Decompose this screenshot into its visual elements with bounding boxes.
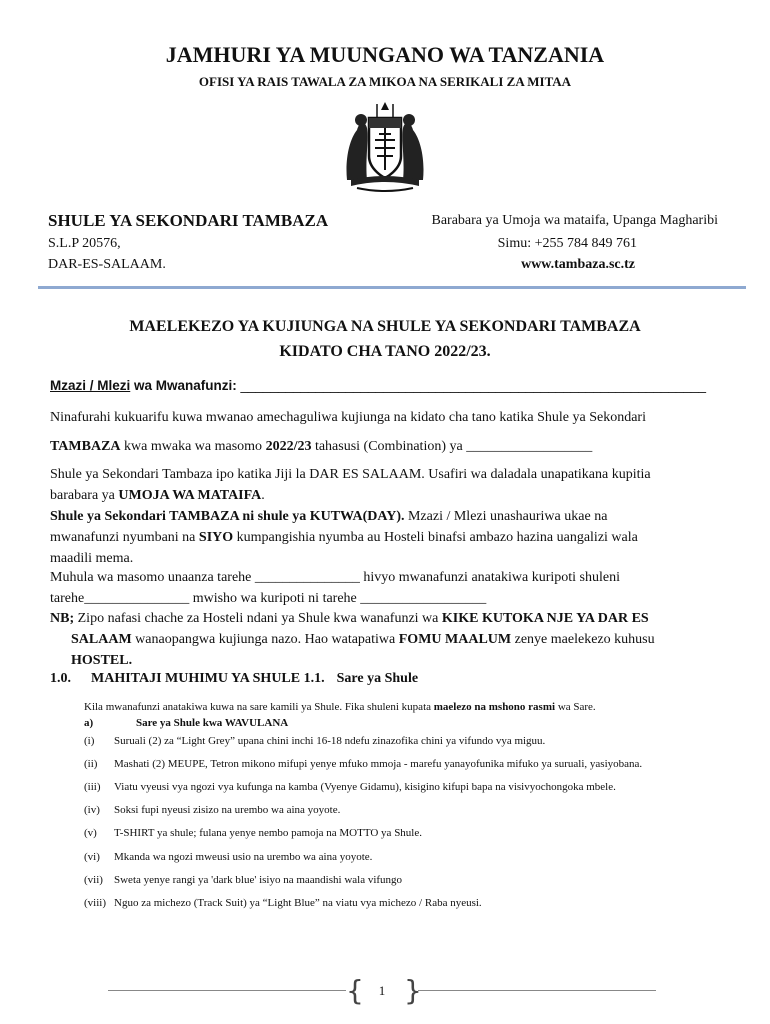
- header-divider: [38, 286, 746, 289]
- list-item: [84, 804, 340, 816]
- p4b-bold: SIYO: [198, 530, 234, 545]
- left-brace-icon: {: [346, 974, 364, 1007]
- item-text: Sweta yenye rangi ya 'dark blue' isiyo na maandishi wala vifungo: [114, 874, 403, 886]
- item-number: (ii): [84, 758, 98, 770]
- parent-label-rest: wa Mwanafunzi:: [130, 378, 241, 393]
- document-title: JAMHURI YA MUUNGANO WA TANZANIA: [165, 42, 605, 67]
- school-phone: Simu: +255 784 849 761: [497, 236, 637, 251]
- p1-text: Ninafurahi kukuarifu kuwa mwanao amechaguliwa kujiunga na kidato cha tano katika Shule ya Sekondari: [50, 410, 646, 425]
- intro-pre: Kila mwanafunzi anatakiwa kuwa na sare kamili ya Shule. Fika shuleni kupata: [84, 701, 434, 713]
- p4-line2: [50, 527, 730, 548]
- p4b-pre: mwanafunzi nyumbani na: [50, 530, 199, 545]
- p4-bold: Shule ya Sekondari TAMBAZA ni shule ya KUTWA(DAY).: [50, 509, 405, 524]
- section-title: MAHITAJI MUHIMU YA SHULE 1.1.: [91, 671, 325, 686]
- parent-name-field: [50, 378, 706, 393]
- paragraph-dates: [50, 567, 730, 609]
- item-number: (iv): [84, 804, 100, 816]
- p3-line2: [50, 485, 730, 506]
- item-number: (i): [84, 735, 95, 747]
- p3-post: .: [261, 488, 265, 503]
- p4-line3: maadili mema.: [50, 551, 134, 566]
- p4b-rest: kumpangishia nyumba au Hosteli binafsi ambazo hazina uangalizi wala: [233, 530, 638, 545]
- nb-label: NB;: [50, 611, 75, 626]
- item-text: Soksi fupi nyeusi zisizo na urembo wa aina yoyote.: [114, 804, 341, 816]
- item-text: Suruali (2) za “Light Grey” upana chini inchi 16-18 ndefu zinazofika chini ya vifundo vya miguu.: [114, 735, 546, 747]
- item-text: T-SHIRT ya shule; fulana yenye nembo pamoja na MOTTO ya Shule.: [114, 827, 422, 839]
- item-text: Viatu vyeusi vya ngozi vya kufunga na kamba (Vyenye Gidamu), kisigino kifupi bapa na visivyochongoka mbele.: [114, 781, 616, 793]
- list-item: [84, 735, 545, 747]
- boys-title: Sare ya Shule kwa WAVULANA: [136, 717, 289, 729]
- list-item: [84, 781, 616, 793]
- boys-label: a): [84, 717, 94, 729]
- item-number: (iii): [84, 781, 101, 793]
- uniform-intro: [84, 701, 596, 713]
- document-subtitle: OFISI YA RAIS TAWALA ZA MIKOA NA SERIKALI ZA MITAA: [198, 74, 572, 89]
- nb-b-bold2: FOMU MAALUM: [398, 632, 512, 647]
- parent-blank: ______________________________________________________________: [240, 378, 707, 393]
- paragraph-selection: [50, 407, 730, 428]
- right-brace-icon: }: [404, 974, 422, 1007]
- intro-post: wa Sare.: [555, 701, 596, 713]
- p5-line1: Muhula wa masomo unaanza tarehe _______________ hivyo mwanafunzi anatakiwa kuripoti shuleni: [50, 570, 620, 585]
- p4-line1: [50, 506, 730, 527]
- p5-line2: tarehe_______________ mwisho wa kuripoti ni tarehe __________________: [50, 591, 487, 606]
- section-subtitle: Sare ya Shule: [336, 671, 419, 686]
- school-website: www.tambaza.sc.tz: [521, 257, 635, 272]
- school-city: DAR-ES-SALAAM.: [48, 257, 166, 272]
- item-text: Nguo za michezo (Track Suit) ya “Light Blue” na viatu vya michezo / Raba nyeusi.: [114, 897, 482, 909]
- list-item: [84, 827, 422, 839]
- p3-pre: barabara ya: [50, 488, 119, 503]
- footer-rule-left: [108, 990, 346, 991]
- p2-year: 2022/23: [265, 439, 312, 454]
- list-item: [84, 758, 642, 770]
- item-number: (vii): [84, 874, 103, 886]
- p2-rest: tahasusi (Combination) ya __________________: [311, 439, 593, 454]
- nb-b-mid: wanaopangwa kujiunga nazo. Hao watapatiwa: [131, 632, 399, 647]
- section-number: 1.0.: [50, 671, 71, 686]
- page-number: 1: [378, 983, 386, 998]
- paragraph-combination: [50, 436, 730, 457]
- item-number: (vi): [84, 851, 100, 863]
- nb-line2: [50, 629, 730, 650]
- intro-bold: maelezo na mshono rasmi: [433, 701, 556, 713]
- boys-uniform-heading: [84, 717, 288, 729]
- nb-a: Zipo nafasi chache za Hosteli ndani ya Shule kwa wanafunzi wa: [74, 611, 442, 626]
- nb-note: [50, 608, 730, 671]
- nb-b-rest: zenye maelekezo kuhusu: [511, 632, 655, 647]
- parent-label: Mzazi / Mlezi: [50, 378, 131, 393]
- list-item: [84, 851, 372, 863]
- list-item: [84, 897, 482, 909]
- footer-rule-right: [418, 990, 656, 991]
- school-pobox: S.L.P 20576,: [48, 236, 121, 251]
- paragraph-location: [50, 464, 730, 506]
- p2-mid: kwa mwaka wa masomo: [120, 439, 266, 454]
- school-name: SHULE YA SEKONDARI TAMBAZA: [48, 211, 329, 230]
- school-address: Barabara ya Umoja wa mataifa, Upanga Magharibi: [431, 213, 718, 228]
- p3-road: UMOJA WA MATAIFA: [118, 488, 262, 503]
- nb-bold1: KIKE KUTOKA NJE YA DAR ES: [441, 611, 649, 626]
- item-text: Mkanda wa ngozi mweusi usio na urembo wa aina yoyote.: [114, 851, 373, 863]
- nb-line1: [50, 608, 730, 629]
- instructions-heading: MAELEKEZO YA KUJIUNGA NA SHULE YA SEKONDARI TAMBAZA: [129, 318, 641, 335]
- item-number: (viii): [84, 897, 106, 909]
- item-text: Mashati (2) MEUPE, Tetron mikono mifupi yenye mfuko mmoja - marefu yanayofunika mifuko ya suruali, yasiyobana.: [114, 758, 643, 770]
- paragraph-day-school: [50, 506, 730, 569]
- list-item: [84, 874, 402, 886]
- instructions-subheading: KIDATO CHA TANO 2022/23.: [279, 343, 491, 360]
- coat-of-arms-icon: [335, 100, 435, 195]
- nb-line3: HOSTEL.: [71, 653, 133, 668]
- nb-b-bold: SALAAM: [71, 632, 132, 647]
- p2-school: TAMBAZA: [50, 439, 121, 454]
- p4-rest: Mzazi / Mlezi unashauriwa ukae na: [404, 509, 608, 524]
- section-heading: [50, 671, 418, 687]
- item-number: (v): [84, 827, 97, 839]
- p3-line1: Shule ya Sekondari Tambaza ipo katika Jiji la DAR ES SALAAM. Usafiri wa daladala unapatikana kupitia: [50, 467, 651, 482]
